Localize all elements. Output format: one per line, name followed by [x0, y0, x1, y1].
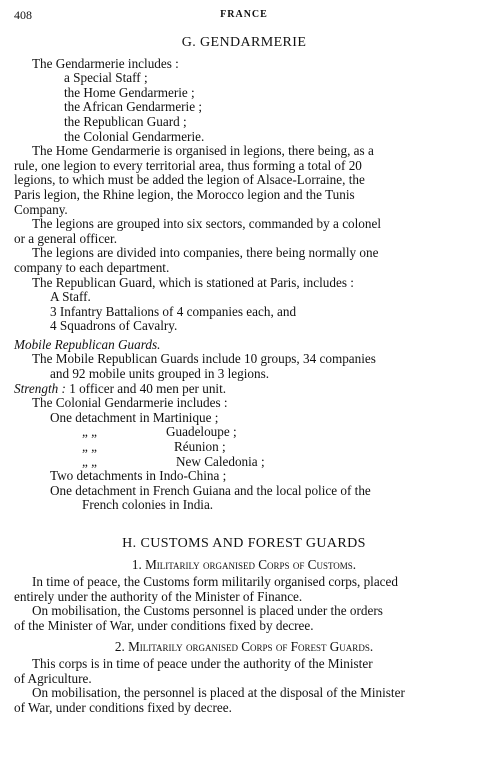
- paragraph-line: rule, one legion to every territorial area, thus forming a total of 20: [14, 157, 362, 173]
- sectors-paragraph: [14, 217, 474, 246]
- paragraph-line: The legions are grouped into six sectors, commanded by a colonel: [32, 216, 382, 232]
- paragraph-line: or a general officer.: [14, 230, 118, 246]
- paragraph-line: On mobilisation, the personnel is placed at the disposal of the Minister: [32, 685, 405, 701]
- mobile-guards-line: The Mobile Republican Guards include 10 groups, 34 companies: [32, 351, 376, 367]
- gendarmerie-list-item: the Home Gendarmerie ;: [64, 84, 195, 100]
- paragraph-line: Paris legion, the Rhine legion, the Morocco legion and the Tunis: [14, 186, 355, 202]
- mobile-guards-heading: Mobile Republican Guards.: [14, 336, 161, 352]
- paragraph-line: legions, to which must be added the legion of Alsace-Lorraine, the: [14, 172, 365, 188]
- section-h-title: H. CUSTOMS AND FOREST GUARDS: [122, 536, 366, 551]
- subsection-customs-heading: 1. Militarily organised Corps of Customs.: [131, 556, 357, 572]
- page-number: 408: [14, 8, 32, 22]
- mobile-guards-line: and 92 mobile units grouped in 3 legions.: [50, 366, 270, 382]
- strength-text: 1 officer and 40 men per unit.: [65, 380, 227, 396]
- section-g-title: G. GENDARMERIE: [181, 35, 307, 50]
- paragraph-line: of Agriculture.: [14, 670, 92, 686]
- strength-label: Strength :: [14, 380, 66, 396]
- running-title: FRANCE: [220, 9, 268, 20]
- colonial-place: New Caledonia ;: [176, 453, 265, 469]
- paragraph-line: Company.: [14, 201, 68, 217]
- republican-guard-item: A Staff.: [50, 289, 91, 305]
- strength-line: [14, 382, 474, 397]
- forest-mobilisation-paragraph: [14, 686, 474, 715]
- document-page: [14, 8, 474, 716]
- paragraph-line: The Home Gendarmerie is organised in legions, there being, as a: [32, 143, 374, 159]
- subsection-forest-heading: 2. Militarily organised Corps of Forest Guards.: [114, 638, 374, 654]
- gendarmerie-list-item: the Republican Guard ;: [64, 113, 187, 129]
- forest-peace-paragraph: [14, 657, 474, 686]
- colonial-place: Réunion ;: [174, 439, 226, 455]
- paragraph-line: On mobilisation, the Customs personnel is placed under the orders: [32, 603, 383, 619]
- colonial-place: Guadeloupe ;: [166, 424, 237, 440]
- gendarmerie-list-item: the Colonial Gendarmerie.: [64, 128, 205, 144]
- republican-guard-intro: The Republican Guard, which is stationed at Paris, includes :: [32, 274, 354, 290]
- home-gendarmerie-paragraph: [14, 144, 474, 217]
- customs-mobilisation-paragraph: [14, 604, 474, 633]
- paragraph-line: In time of peace, the Customs form militarily organised corps, placed: [32, 574, 398, 590]
- colonial-item: One detachment in French Guiana and the local police of the: [50, 482, 371, 498]
- gendarmerie-intro: The Gendarmerie includes :: [32, 55, 179, 71]
- paragraph-line: of War, under conditions fixed by decree.: [14, 699, 232, 715]
- colonial-intro: The Colonial Gendarmerie includes :: [32, 395, 228, 411]
- ditto-mark: „ „: [82, 439, 98, 455]
- paragraph-line: entirely under the authority of the Minister of Finance.: [14, 588, 303, 604]
- colonial-item: One detachment in Martinique ;: [50, 409, 219, 425]
- ditto-mark: „ „: [82, 453, 98, 469]
- colonial-item: [14, 440, 474, 455]
- page-header: [14, 8, 474, 26]
- companies-paragraph: [14, 246, 474, 275]
- republican-guard-item: 4 Squadrons of Cavalry.: [50, 318, 178, 334]
- paragraph-line: This corps is in time of peace under the authority of the Minister: [32, 656, 373, 672]
- colonial-item: French colonies in India.: [82, 497, 214, 513]
- gendarmerie-list-item: the African Gendarmerie ;: [64, 99, 203, 115]
- customs-peace-paragraph: [14, 575, 474, 604]
- colonial-item: [14, 455, 474, 470]
- colonial-item: [14, 425, 474, 440]
- colonial-item: Two detachments in Indo-China ;: [50, 468, 227, 484]
- paragraph-line: The legions are divided into companies, there being normally one: [32, 245, 379, 261]
- gendarmerie-list-item: a Special Staff ;: [64, 70, 148, 86]
- paragraph-line: company to each department.: [14, 259, 170, 275]
- republican-guard-item: 3 Infantry Battalions of 4 companies each, and: [50, 303, 297, 319]
- section-spacer: [14, 513, 474, 527]
- paragraph-line: of the Minister of War, under conditions fixed by decree.: [14, 617, 314, 633]
- ditto-mark: „ „: [82, 424, 98, 440]
